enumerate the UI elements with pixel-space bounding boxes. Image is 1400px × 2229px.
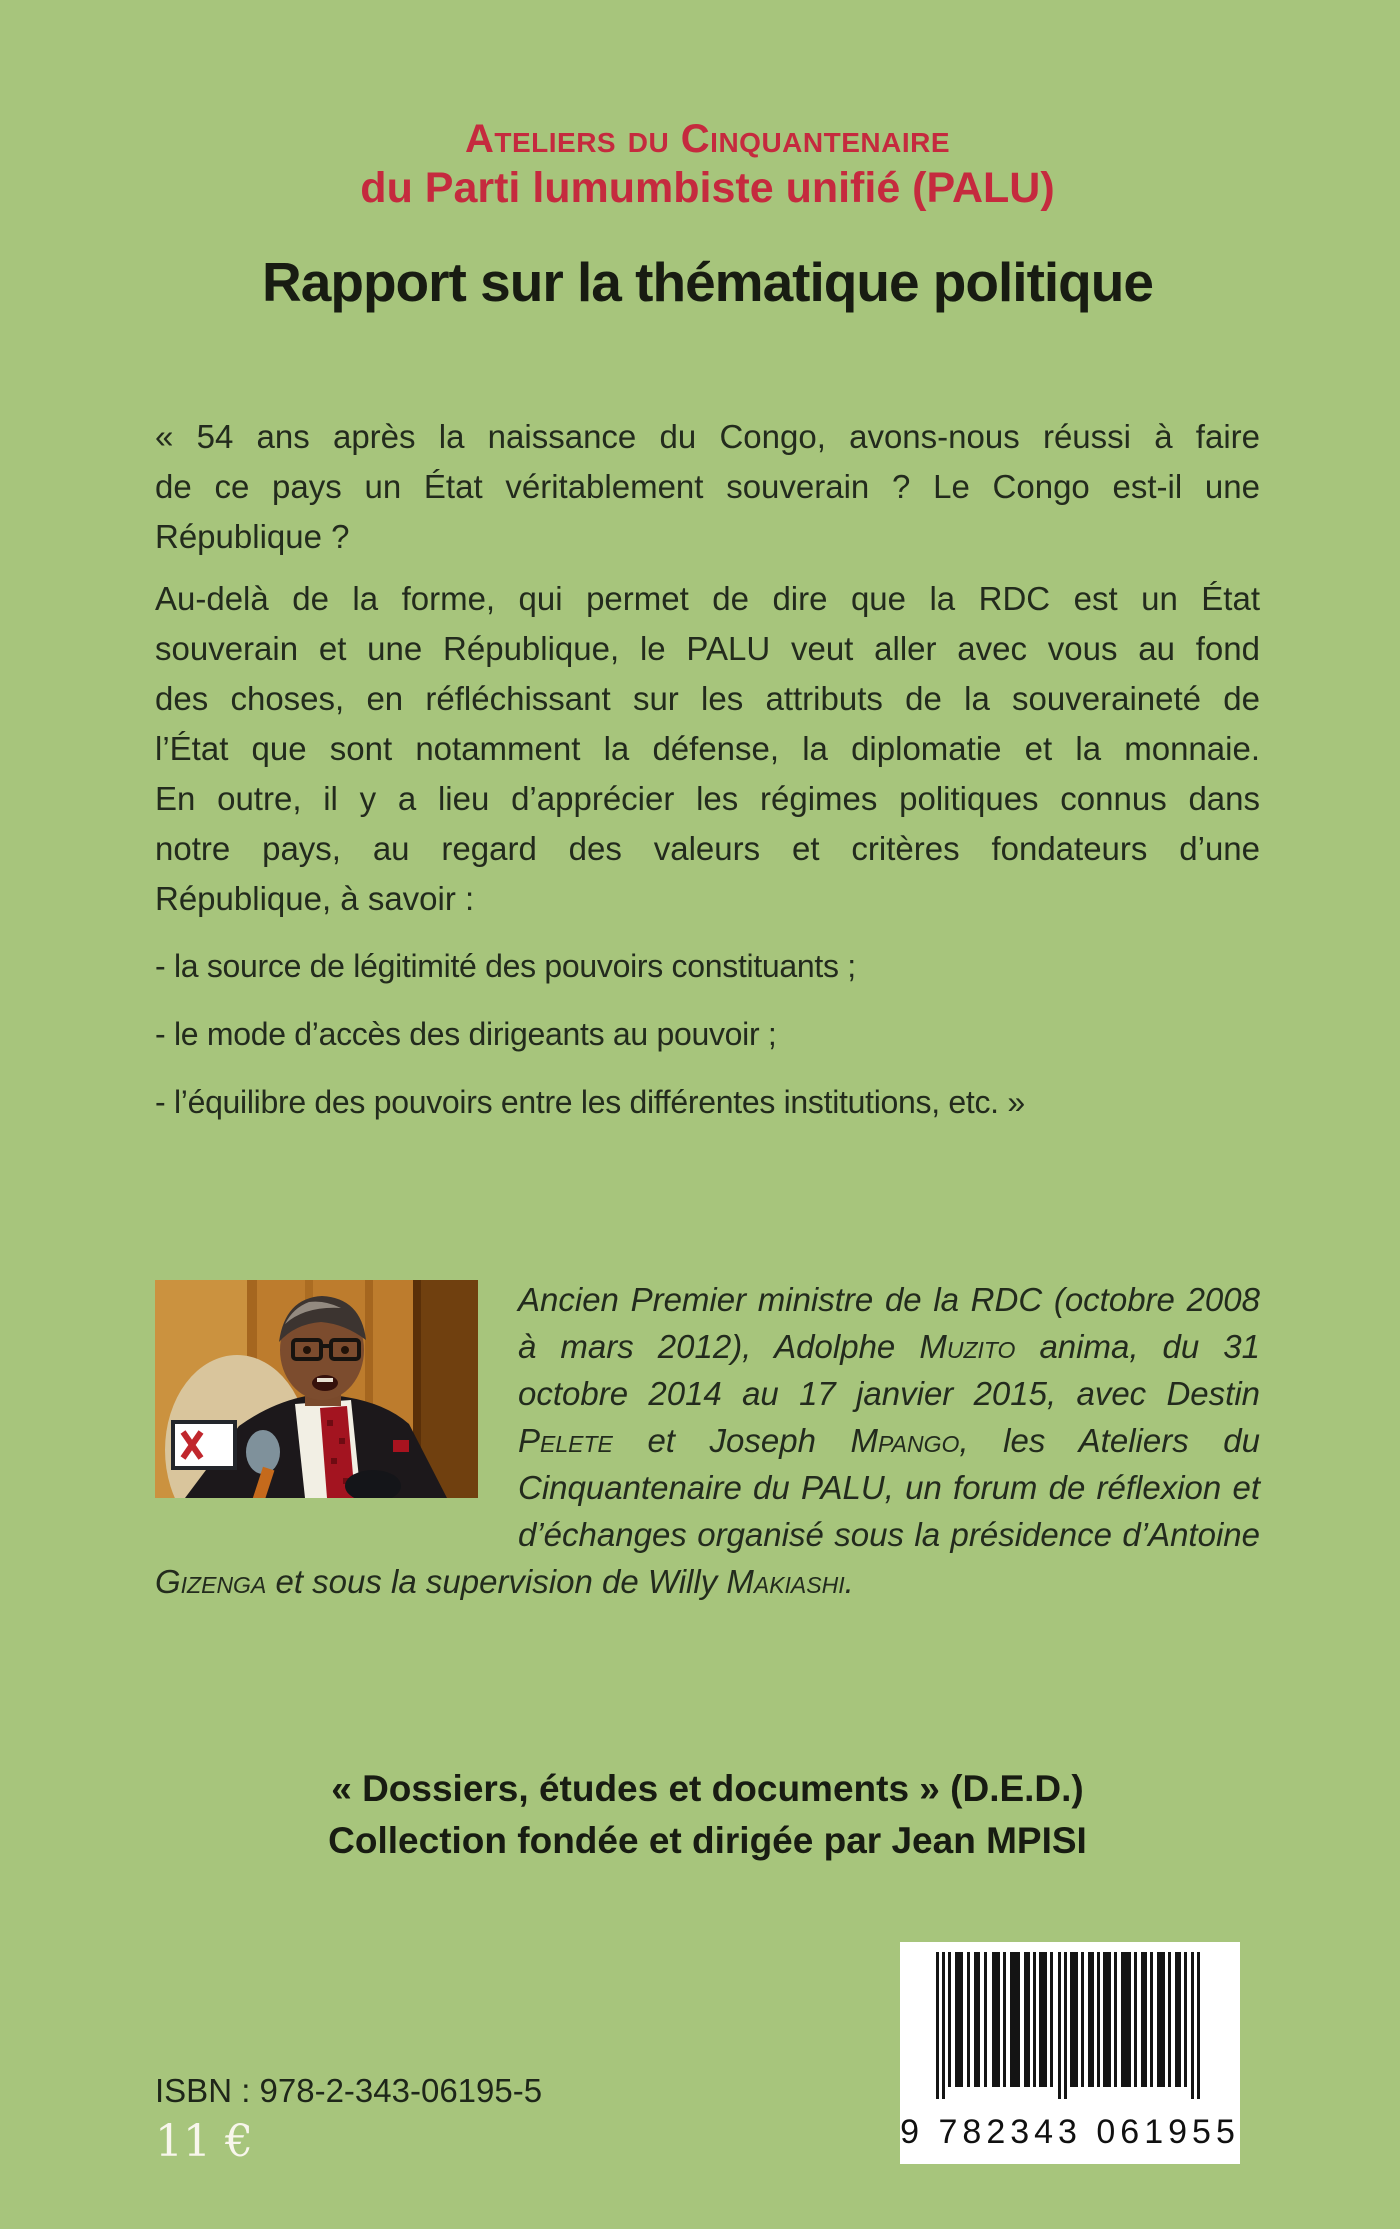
- body-line: République, à savoir :: [155, 880, 475, 917]
- cover-content: [0, 116, 1400, 1867]
- bullet-item: - le mode d’accès des dirigeants au pouvoir ;: [155, 1016, 777, 1052]
- barcode: [900, 1942, 1240, 2164]
- author-photo-image: [155, 1280, 478, 1498]
- series-title: Ateliers du Cinquantenaire: [464, 117, 950, 161]
- body-paragraph: [155, 574, 1260, 924]
- collection-line-2: Collection fondée et dirigée par Jean MPISI: [328, 1820, 1087, 1861]
- body-line: l’État que sont notamment la défense, la diplomatie et la monnaie.: [155, 730, 1260, 767]
- body-line: En outre, il y a lieu d’apprécier les régimes politiques connus dans: [155, 780, 1260, 817]
- quote-line: République ?: [155, 518, 350, 555]
- person-name: Pelete: [518, 1422, 613, 1459]
- barcode-digits: 9 782343 061955: [900, 2113, 1240, 2151]
- bullet-item: - l’équilibre des pouvoirs entre les différentes institutions, etc. »: [155, 1084, 1025, 1120]
- quote-line: « 54 ans après la naissance du Congo, avons-nous réussi à faire: [155, 418, 1260, 455]
- person-name: Muzito: [919, 1328, 1016, 1365]
- body-line: notre pays, au regard des valeurs et critères fondateurs d’une: [155, 830, 1260, 867]
- price-text: 11 €: [155, 2116, 253, 2167]
- bullet-item: - la source de légitimité des pouvoirs constituants ;: [155, 948, 856, 984]
- isbn-text: ISBN : 978-2-343-06195-5: [155, 2072, 543, 2109]
- person-name: Mpango: [850, 1422, 960, 1459]
- collection-section: [155, 1763, 1260, 1867]
- page-title: Rapport sur la thématique politique: [262, 251, 1153, 313]
- body-line: souverain et une République, le PALU veut aller avec vous au fond: [155, 630, 1260, 667]
- party-title: du Parti lumumbiste unifié (PALU): [360, 164, 1055, 212]
- quote-paragraph: [155, 412, 1260, 562]
- text-segment: Ancien Premier ministre de la RDC (octobre 2008 à mars 2012), Adolphe: [518, 1281, 1260, 1365]
- text-segment: , les Ateliers du Cinquantenaire du PALU, un forum de réflexion et d’échanges organisé sous la présidence d’Antoine: [518, 1422, 1260, 1553]
- collection-line-1: « Dossiers, études et documents » (D.E.D.): [331, 1768, 1084, 1809]
- person-name: Gizenga: [155, 1563, 267, 1600]
- bullet-list: [155, 942, 1260, 1126]
- body-line: des choses, en réfléchissant sur les attributs de la souveraineté de: [155, 680, 1260, 717]
- quote-line: de ce pays un État véritablement souverain ? Le Congo est-il une: [155, 468, 1260, 505]
- body-line: Au-delà de la forme, qui permet de dire que la RDC est un État: [155, 580, 1260, 617]
- text-segment: anima, du 31 octobre 2014 au 17 janvier 2015, avec Destin: [518, 1328, 1261, 1412]
- text-segment: et sous la supervision de Willy: [266, 1563, 727, 1600]
- person-name: Makiashi: [726, 1563, 845, 1600]
- text-segment: et Joseph: [612, 1422, 851, 1459]
- text-segment: .: [844, 1563, 854, 1600]
- author-section: [155, 1276, 1260, 1605]
